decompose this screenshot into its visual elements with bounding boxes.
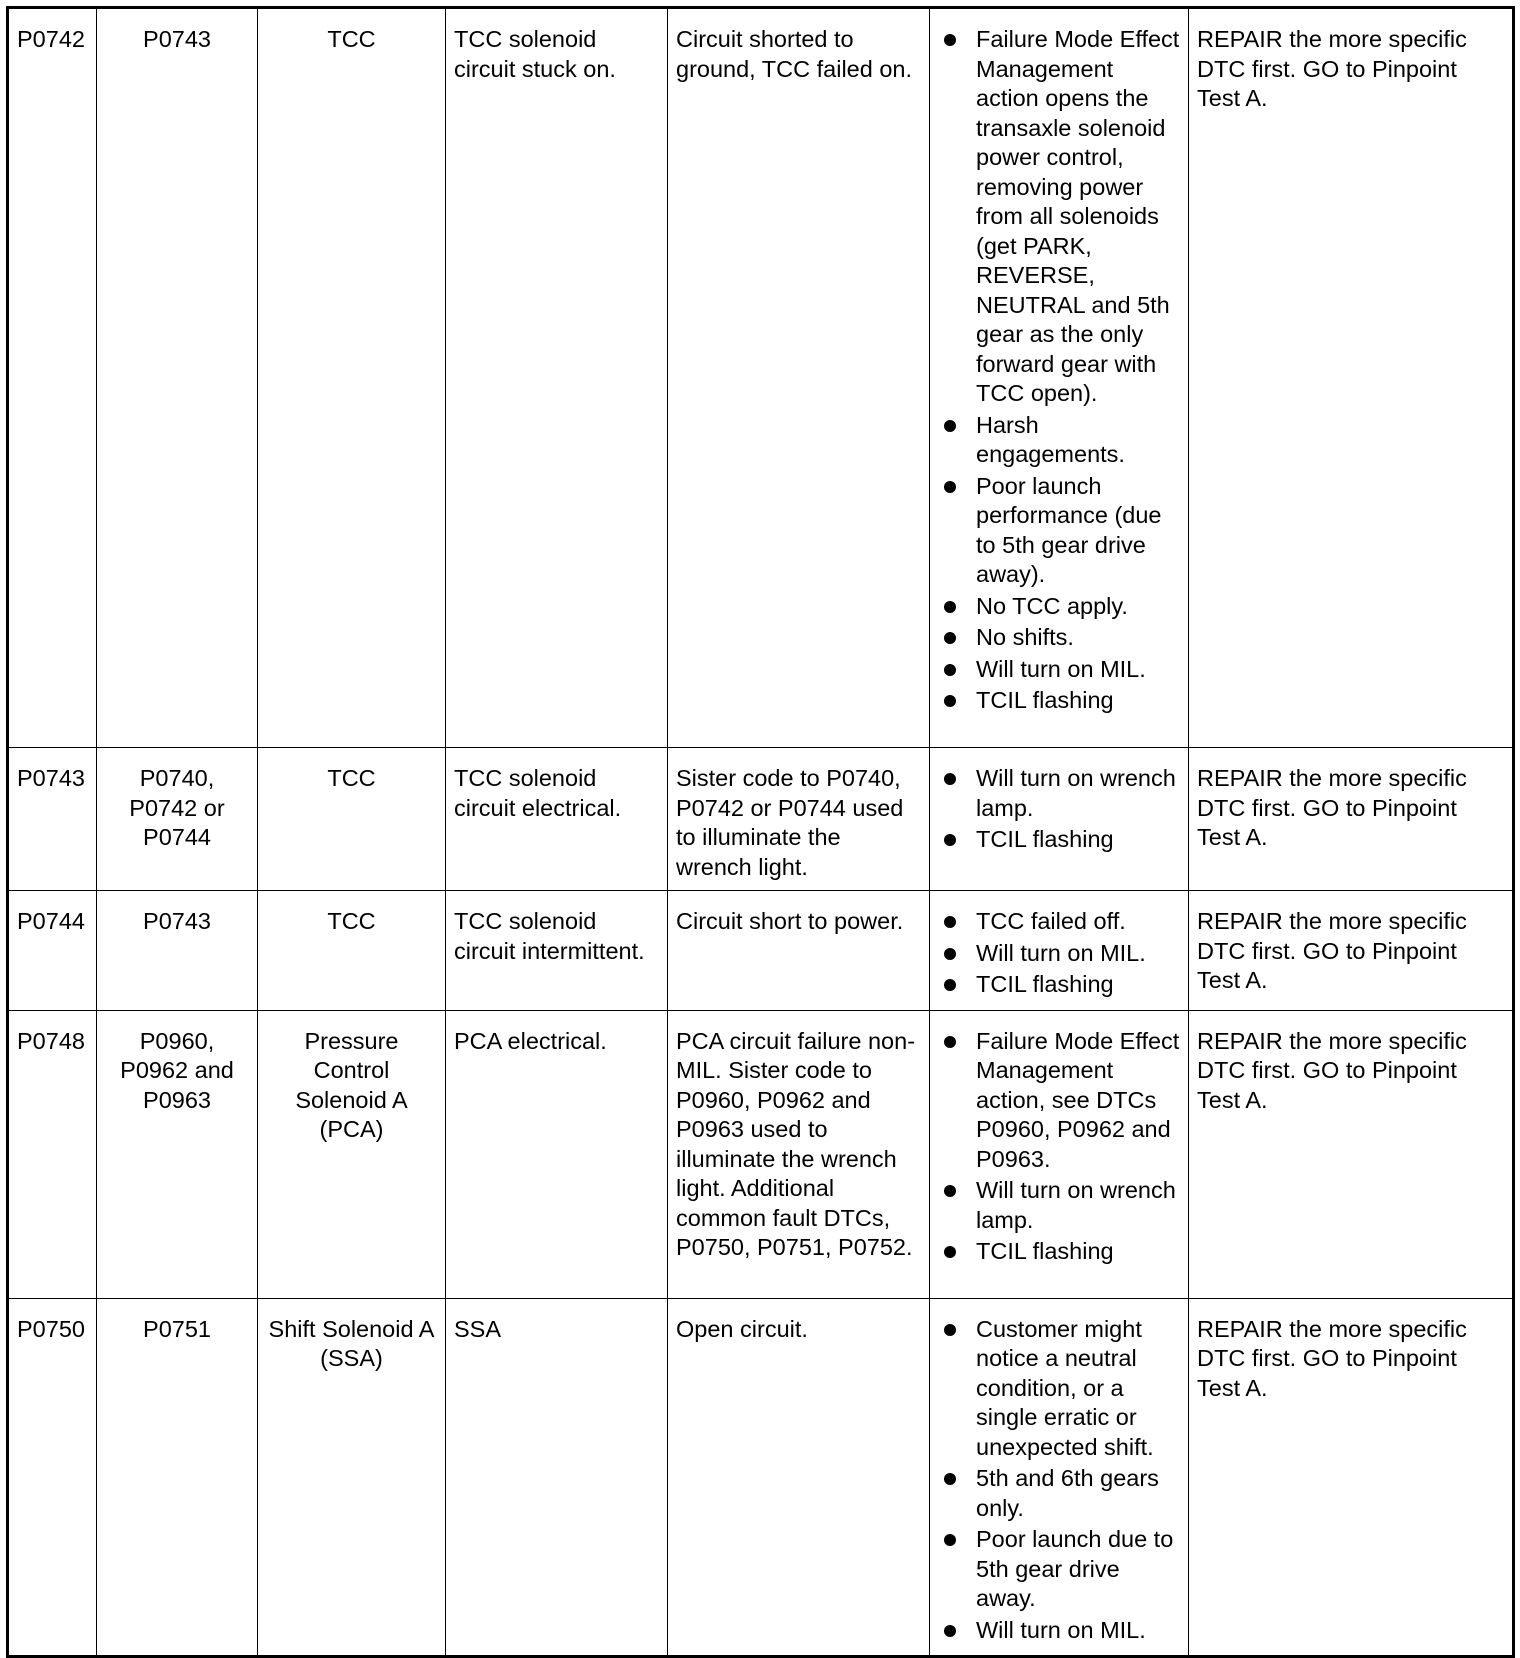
symptom-list — [938, 1027, 1180, 1267]
component-cell: Pressure Control Solenoid A (PCA) — [258, 1010, 446, 1298]
dtc-code-cell: P0744 — [8, 891, 97, 1011]
condition-cell: Open circuit. — [668, 1298, 930, 1657]
symptoms-cell — [930, 8, 1189, 748]
description-cell: TCC solenoid circuit intermittent. — [446, 891, 668, 1011]
component-cell: TCC — [258, 748, 446, 891]
symptom-item: Will turn on MIL. — [938, 1616, 1180, 1646]
description-cell: PCA electrical. — [446, 1010, 668, 1298]
symptoms-cell — [930, 1010, 1189, 1298]
symptom-item: Customer might notice a neutral condition, or a single erratic or unexpected shift. — [938, 1315, 1180, 1463]
symptom-item: TCIL flashing — [938, 825, 1180, 855]
dtc-code-cell: P0743 — [8, 748, 97, 891]
action-cell: REPAIR the more specific DTC first. GO to Pinpoint Test A. — [1189, 748, 1514, 891]
action-cell: REPAIR the more specific DTC first. GO to Pinpoint Test A. — [1189, 891, 1514, 1011]
symptom-item: Will turn on wrench lamp. — [938, 764, 1180, 823]
dtc-code-cell: P0750 — [8, 1298, 97, 1657]
symptom-item: Will turn on wrench lamp. — [938, 1176, 1180, 1235]
action-cell: REPAIR the more specific DTC first. GO to Pinpoint Test A. — [1189, 1298, 1514, 1657]
table-row — [8, 748, 1514, 891]
condition-cell: Circuit short to power. — [668, 891, 930, 1011]
symptom-list — [938, 25, 1180, 716]
symptom-item: TCIL flashing — [938, 970, 1180, 1000]
table-row — [8, 891, 1514, 1011]
symptom-item: Will turn on MIL. — [938, 655, 1180, 685]
related-dtc-cell: P0743 — [97, 891, 258, 1011]
symptom-item: No shifts. — [938, 623, 1180, 653]
symptom-item: Will turn on MIL. — [938, 939, 1180, 969]
symptom-item: TCC failed off. — [938, 907, 1180, 937]
component-cell: TCC — [258, 891, 446, 1011]
symptom-item: 5th and 6th gears only. — [938, 1464, 1180, 1523]
symptom-item: TCIL flashing — [938, 1237, 1180, 1267]
symptom-item: TCIL flashing — [938, 686, 1180, 716]
symptom-item: Failure Mode Effect Management action opens the transaxle solenoid power control, removing power from all solenoids (get PARK, REVERSE, NEUTRAL and 5th gear as the only forward gear with TCC open). — [938, 25, 1180, 409]
component-cell: Shift Solenoid A (SSA) — [258, 1298, 446, 1657]
description-cell: TCC solenoid circuit stuck on. — [446, 8, 668, 748]
symptom-list — [938, 764, 1180, 855]
related-dtc-cell: P0743 — [97, 8, 258, 748]
symptom-list — [938, 1315, 1180, 1646]
symptom-item: Poor launch performance (due to 5th gear drive away). — [938, 472, 1180, 590]
action-cell: REPAIR the more specific DTC first. GO to Pinpoint Test A. — [1189, 8, 1514, 748]
related-dtc-cell: P0740, P0742 or P0744 — [97, 748, 258, 891]
condition-cell: Sister code to P0740, P0742 or P0744 used to illuminate the wrench light. — [668, 748, 930, 891]
dtc-code-cell: P0748 — [8, 1010, 97, 1298]
condition-cell: Circuit shorted to ground, TCC failed on. — [668, 8, 930, 748]
symptom-list — [938, 907, 1180, 1000]
symptoms-cell — [930, 1298, 1189, 1657]
description-cell: TCC solenoid circuit electrical. — [446, 748, 668, 891]
description-cell: SSA — [446, 1298, 668, 1657]
dtc-table — [6, 6, 1515, 1658]
symptoms-cell — [930, 748, 1189, 891]
related-dtc-cell: P0960, P0962 and P0963 — [97, 1010, 258, 1298]
condition-cell: PCA circuit failure non-MIL. Sister code to P0960, P0962 and P0963 used to illuminate the wrench light. Additional common fault DTCs, P0750, P0751, P0752. — [668, 1010, 930, 1298]
table-row — [8, 1298, 1514, 1657]
table-row — [8, 1010, 1514, 1298]
dtc-code-cell: P0742 — [8, 8, 97, 748]
symptom-item: No TCC apply. — [938, 592, 1180, 622]
component-cell: TCC — [258, 8, 446, 748]
table-row — [8, 8, 1514, 748]
symptoms-cell — [930, 891, 1189, 1011]
action-cell: REPAIR the more specific DTC first. GO to Pinpoint Test A. — [1189, 1010, 1514, 1298]
symptom-item: Poor launch due to 5th gear drive away. — [938, 1525, 1180, 1614]
symptom-item: Failure Mode Effect Management action, see DTCs P0960, P0962 and P0963. — [938, 1027, 1180, 1175]
related-dtc-cell: P0751 — [97, 1298, 258, 1657]
symptom-item: Harsh engagements. — [938, 411, 1180, 470]
